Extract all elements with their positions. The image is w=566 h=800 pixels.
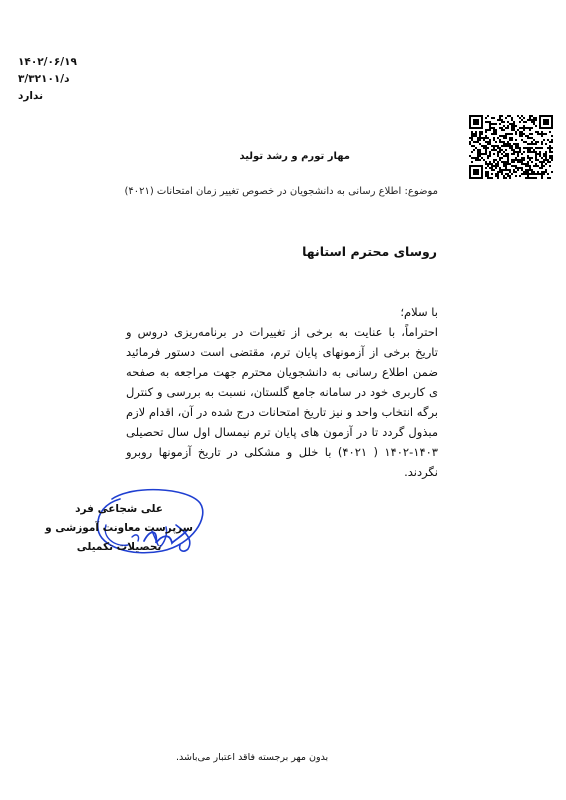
qr-code <box>469 115 553 179</box>
signatory-name: علی شجاعی فرد <box>75 503 163 515</box>
footer-note: بدون مهر برجسته فاقد اعتبار می‌باشد. <box>176 752 329 763</box>
greeting: با سلام؛ <box>400 305 438 319</box>
recipient: روسای محترم استانها <box>302 244 437 259</box>
letter-attachment: ندارد <box>18 90 44 102</box>
letter-number: د/۳/۳۲۱۰۱ <box>18 73 70 85</box>
subject-line: موضوع: اطلاع رسانی به دانشجویان در خصوص تغییر زمان امتحانات (۴۰۲۱) <box>124 186 438 197</box>
motto: مهار تورم و رشد تولید <box>239 151 350 162</box>
signatory-title: سرپرست معاونت آموزشی و <box>45 522 193 534</box>
signature-block <box>45 485 207 560</box>
letter-body: احتراماً، با عنایت به برخی از تغییرات در برنامه‌ریزی دروس و تاریخ برخی از آزمونهای پایان ترم، مقتضی است دستور فرمائید ضمن اطلاع رسانی به دانشجویان محترم جهت مراجعه به صفحه ی کاربری خود در سامانه جامع گلستان، نسبت به بررسی و کنترل برگه انتخاب واحد و نیز تاریخ امتحانات درج شده در آن، اقدام لازم مبذول گردد تا در آزمون های پایان ترم نیمسال اول سال تحصیلی ۱۴۰۳-۱۴۰۲ ( ۴۰۲۱) با خلل و مشکلی در تاریخ آزمونها روبرو نگردند. <box>126 325 438 479</box>
letter-meta <box>18 54 78 105</box>
signatory-title-2: تحصیلات تکمیلی <box>76 541 162 553</box>
letter-date: ۱۴۰۲/۰۶/۱۹ <box>18 56 77 68</box>
